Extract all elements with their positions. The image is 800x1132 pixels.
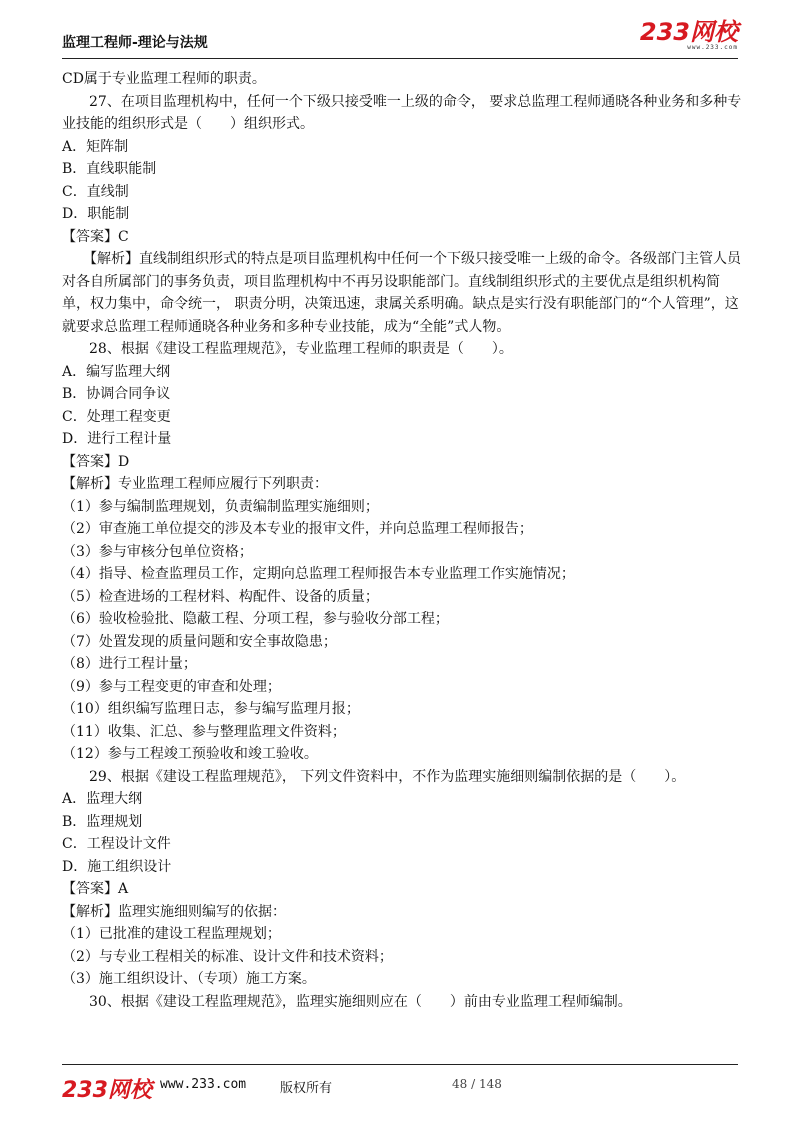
question-27-option-b: B．直线职能制 <box>62 161 157 177</box>
question-28-option-a: A．编写监理大纲 <box>62 363 171 380</box>
question-28-item: （7）处置发现的质量问题和安全事故隐患； <box>62 633 337 650</box>
question-29-answer: 【答案】A <box>62 881 129 897</box>
question-28-item: （3）参与审核分包单位资格； <box>62 543 253 560</box>
question-29-option-d: D．施工组织设计 <box>62 858 172 875</box>
question-29-item: （2）与专业工程相关的标准、设计文件和技术资料； <box>62 948 393 965</box>
question-28-item: （4）指导、检查监理员工作，定期向总监理工程师报告本专业监理工作实施情况； <box>62 566 575 582</box>
question-28-item: （10）组织编写监理日志，参与编写监理月报； <box>62 701 360 717</box>
question-29-option-c: C．工程设计文件 <box>62 836 171 852</box>
logo-url: www.233.com <box>687 44 738 51</box>
question-28-item: （2）审查施工单位提交的涉及本专业的报审文件，并向总监理工程师报告； <box>62 521 533 537</box>
question-30-stem: 30、根据《建设工程监理规范》，监理实施细则应在（ ）前由专业监理工程师编制。 <box>89 993 632 1010</box>
question-28-option-d: D．进行工程计量 <box>62 431 172 447</box>
question-28-analysis-intro: 【解析】专业监理工程师应履行下列职责： <box>62 476 328 492</box>
question-29-analysis-intro: 【解析】监理实施细则编写的依据： <box>62 903 286 920</box>
question-27-option-c: C．直线制 <box>62 183 129 200</box>
continuation-line: CD属于专业监理工程师的职责。 <box>62 71 266 87</box>
question-27-option-d: D．职能制 <box>62 206 130 222</box>
question-29-item: （3）施工组织设计、（专项）施工方案。 <box>62 971 316 987</box>
question-28-item: （1）参与编制监理规划，负责编制监理实施细则； <box>62 498 379 515</box>
question-29-stem: 29、根据《建设工程监理规范》， 下列文件资料中，不作为监理实施细则编制依据的是（ ）。 <box>89 768 686 785</box>
question-28-item: （12）参与工程竣工预验收和竣工验收。 <box>62 746 318 762</box>
question-29-option-b: B．监理规划 <box>62 813 143 830</box>
question-27-option-a: A．矩阵制 <box>62 138 129 155</box>
brand-logo <box>640 20 738 51</box>
question-27-answer: 【答案】C <box>62 228 129 245</box>
logo-text: 233网校 <box>639 18 738 46</box>
question-27-stem: 27、在项目监理机构中，任何一个下级只接受唯一上级的命令， 要求总监理工程师通晓各种业务和多种专业技能的组织形式是（ ）组织形式。 <box>62 93 742 132</box>
page-number: 48 / 148 <box>452 1077 502 1091</box>
footer-logo: 233网校 <box>62 1078 152 1103</box>
page-header <box>62 18 738 59</box>
question-29-option-a: A．监理大纲 <box>62 791 143 807</box>
footer-site-link[interactable]: www.233.com <box>160 1077 247 1092</box>
question-28-item: （11）收集、汇总、参与整理监理文件资料； <box>62 723 346 740</box>
question-27-analysis: 【解析】直线制组织形式的特点是项目监理机构中任何一个下级只接受唯一上级的命令。各级部门主管人员对各自所属部门的事务负责，项目监理机构中不再另设职能部门。直线制组织形式的主要优点是组织机构简单，权力集中，命令统一， 职责分明，决策迅速，隶属关系明确。缺点是实行没有职能部门的“个人管理”，这就要求总监理工程师通晓各种业务和多种专业技能，成为“全能”式人物。 <box>62 251 741 335</box>
question-28-item: （9）参与工程变更的审查和处理； <box>62 678 281 695</box>
question-29-item: （1）已批准的建设工程监理规划； <box>62 926 281 942</box>
question-28-stem: 28、根据《建设工程监理规范》，专业监理工程师的职责是（ ）。 <box>89 341 513 357</box>
footer-copyright: 版权所有 <box>280 1081 333 1096</box>
question-28-option-c: C．处理工程变更 <box>62 408 171 425</box>
document-body <box>62 68 742 1013</box>
header-title: 监理工程师-理论与法规 <box>62 35 208 51</box>
question-28-item: （8）进行工程计量； <box>62 656 197 672</box>
question-28-item: （6）验收检验批、隐蔽工程、分项工程，参与验收分部工程； <box>62 611 449 627</box>
question-28-item: （5）检查进场的工程材料、构配件、设备的质量； <box>62 588 379 605</box>
question-28-option-b: B．协调合同争议 <box>62 386 171 402</box>
question-28-answer: 【答案】D <box>62 453 130 470</box>
page-footer <box>62 1064 738 1103</box>
